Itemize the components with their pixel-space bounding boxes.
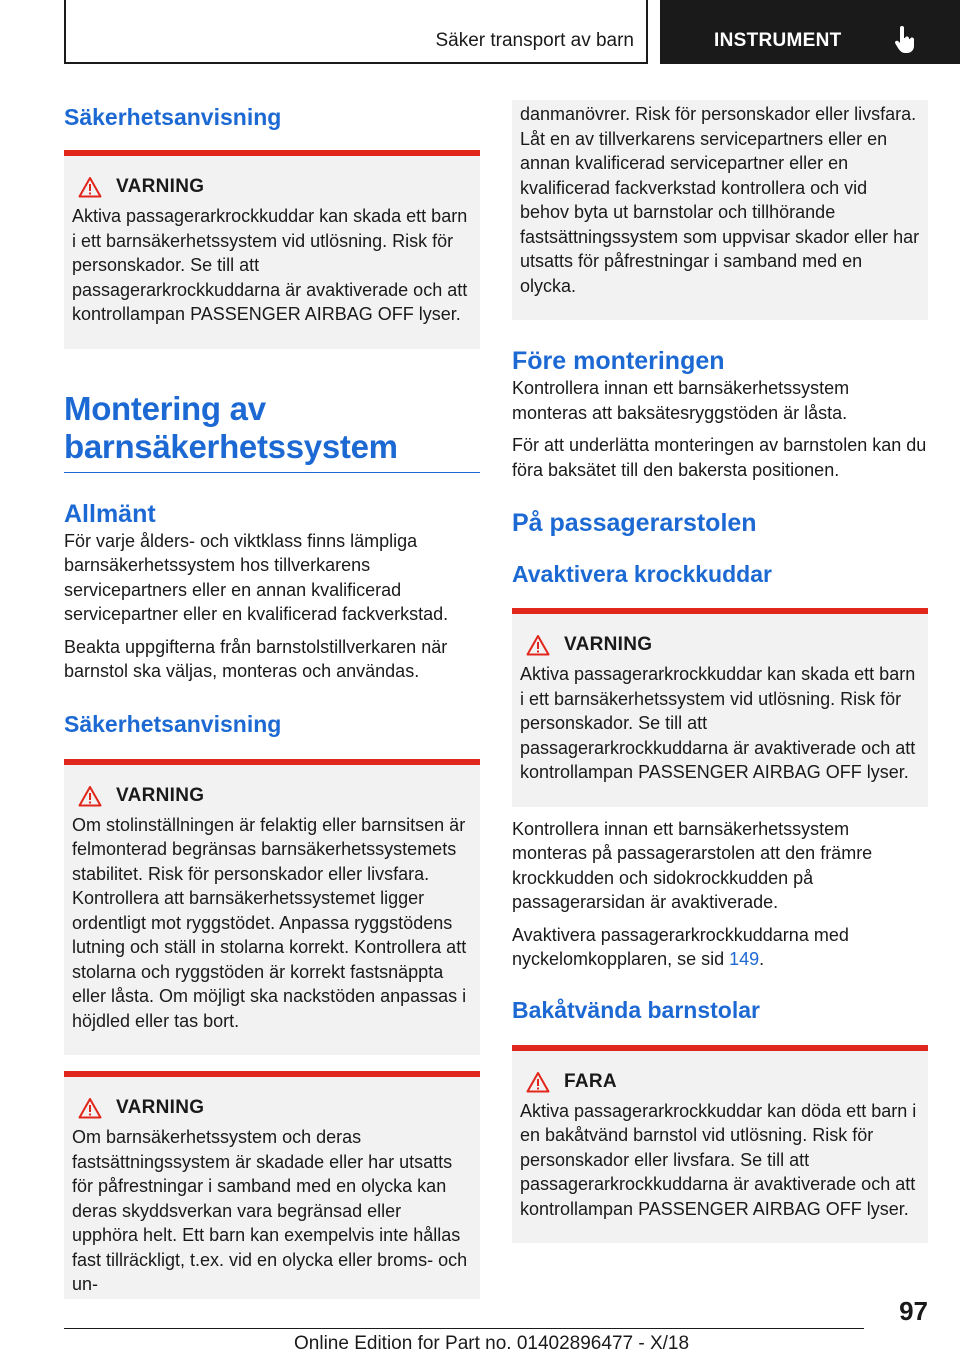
warning-text: Om stolinställningen är felaktig eller barnsitsen är felmonterad begränsas barnsäkerhetssystemets stabilitet. Risk för personskador eller livsfara. Kontrollera att barnsäkerhetssystemet ligger ordentligt mot ryggstödet. Anpassa ryggstödens lutning och ställ in stolarna korrekt. Kontrollera att stolarna och ryggstöden är korrekt fastsnäppta eller låsta. Om möjligt ska nackstöden anpassas i höjdled eller tas bort.	[72, 814, 467, 1031]
warning-title: VARNING	[116, 1097, 205, 1118]
danger-title: FARA	[564, 1070, 617, 1092]
heading-sakerhetsanvisning-1: Säkerhetsanvisning	[64, 104, 282, 130]
heading-allmant: Allmänt	[64, 499, 156, 528]
warning-box-4	[512, 608, 928, 807]
header-section-title: Säker transport av barn	[435, 30, 634, 51]
warning-box-3	[64, 1071, 480, 1299]
paragraph-avaktivera-1: Kontrollera innan ett barnsäkerhetssystem monteras på passagerarstolen att den främre krockkudden och sidokrockkudden på passagerarsidan är avaktiverade.	[512, 818, 873, 912]
paragraph-fore-1: Kontrollera innan ett barnsäkerhetssystem monteras att baksätesryggstöden är låsta.	[512, 378, 850, 423]
paragraph-fore-2: För att underlätta monteringen av barnstolen kan du föra baksätet till den bakersta positionen.	[512, 435, 927, 480]
warning-triangle-icon	[526, 1071, 550, 1093]
heading-avaktivera-krockkuddar: Avaktivera krockkuddar	[512, 561, 772, 587]
paragraph-avaktivera-2	[512, 923, 928, 972]
paragraph-allmant-2: Beakta uppgifterna från barnstolstillverkaren när barnstol ska väljas, monteras och användas.	[64, 636, 448, 681]
warning-box-2	[64, 759, 480, 1056]
page-link-149[interactable]: 149	[729, 949, 760, 969]
heading-fore-monteringen: Före monteringen	[512, 347, 725, 375]
warning-triangle-icon	[78, 176, 102, 198]
warning-title: VARNING	[116, 176, 205, 197]
heading-sakerhetsanvisning-2: Säkerhetsanvisning	[64, 710, 282, 737]
warning-title: VARNING	[564, 634, 653, 655]
right-column	[512, 100, 928, 1243]
warning-text-continued: danmanövrer. Risk för personskador eller livsfara. Låt en av tillverkarens servicepartners eller en annan kvalificerad servicepartner eller en kvalificerad fackverkstad kontrollera och vid behov byta ut barnstolar och tillhörande fastsättningssystem som uppvisar skador eller har utsatts för påfrestningar i samband med en olycka.	[520, 104, 920, 296]
warning-box-1	[64, 150, 480, 349]
footer-divider	[64, 1328, 864, 1329]
page-number: 97	[899, 1296, 928, 1326]
warning-text: Om barnsäkerhetssystem och deras fastsättningssystem är skadade eller har utsatts för påfrestningar i samband med en olycka kan deras skyddsverkan vara begränsad eller upphöra helt. Ett barn kan exempelvis inte hållas fast tillräckligt, t.ex. vid en olycka eller broms- och un-	[72, 1127, 468, 1294]
heading-montering: Montering av barnsäkerhetssystem	[64, 390, 480, 473]
header-chapter-box	[660, 0, 960, 64]
warning-triangle-icon	[526, 634, 550, 656]
footer-edition: Online Edition for Part no. 01402896477 - X/18	[294, 1333, 690, 1354]
warning-text: Aktiva passagerarkrockkuddar kan skada ett barn i ett barnsäkerhetssystem vid utlösning. Risk för personskador. Se till att passagerarkrockkuddarna är avaktiverade och att kontrollampan PASSENGER AIRBAG OFF lyser.	[520, 664, 916, 782]
warning-box-5	[512, 1045, 928, 1244]
heading-pa-passagerarstolen: På passagerarstolen	[512, 509, 757, 537]
paragraph-avaktivera-2-end: .	[759, 949, 765, 969]
warning-triangle-icon	[78, 785, 102, 807]
warning-box-3-continued	[512, 100, 928, 320]
danger-text: Aktiva passagerarkrockkuddar kan döda ett barn i en bakåtvänd barnstol vid utlösning. Risk för personskador eller livsfara. Se till att passagerarkrockkuddarna är avaktiverade och att kontrollampan PASSENGER AIRBAG OFF lyser.	[520, 1100, 917, 1219]
paragraph-avaktivera-2-text: Avaktivera passagerarkrockkuddarna med nyckelomkopplaren, se sid	[512, 924, 849, 969]
warning-title: VARNING	[116, 784, 205, 806]
heading-bakatvanda-barnstolar: Bakåtvända barnstolar	[512, 996, 760, 1023]
left-column	[64, 100, 480, 1299]
header-chapter-title: INSTRUMENT	[714, 30, 842, 51]
paragraph-allmant-1: För varje ålders- och viktklass finns lämpliga barnsäkerhetssystem hos tillverkarens servicepartners eller en annan kvalificerad servicepartner eller en kvalificerad fackverkstad.	[64, 530, 449, 624]
pointing-hand-icon	[894, 26, 916, 54]
warning-triangle-icon	[78, 1097, 102, 1119]
warning-text: Aktiva passagerarkrockkuddar kan skada ett barn i ett barnsäkerhetssystem vid utlösning. Risk för personskador. Se till att passagerarkrockkuddarna är avaktiverade och att kontrollampan PASSENGER AIRBAG OFF lyser.	[72, 206, 468, 324]
header-section-box	[64, 0, 648, 64]
